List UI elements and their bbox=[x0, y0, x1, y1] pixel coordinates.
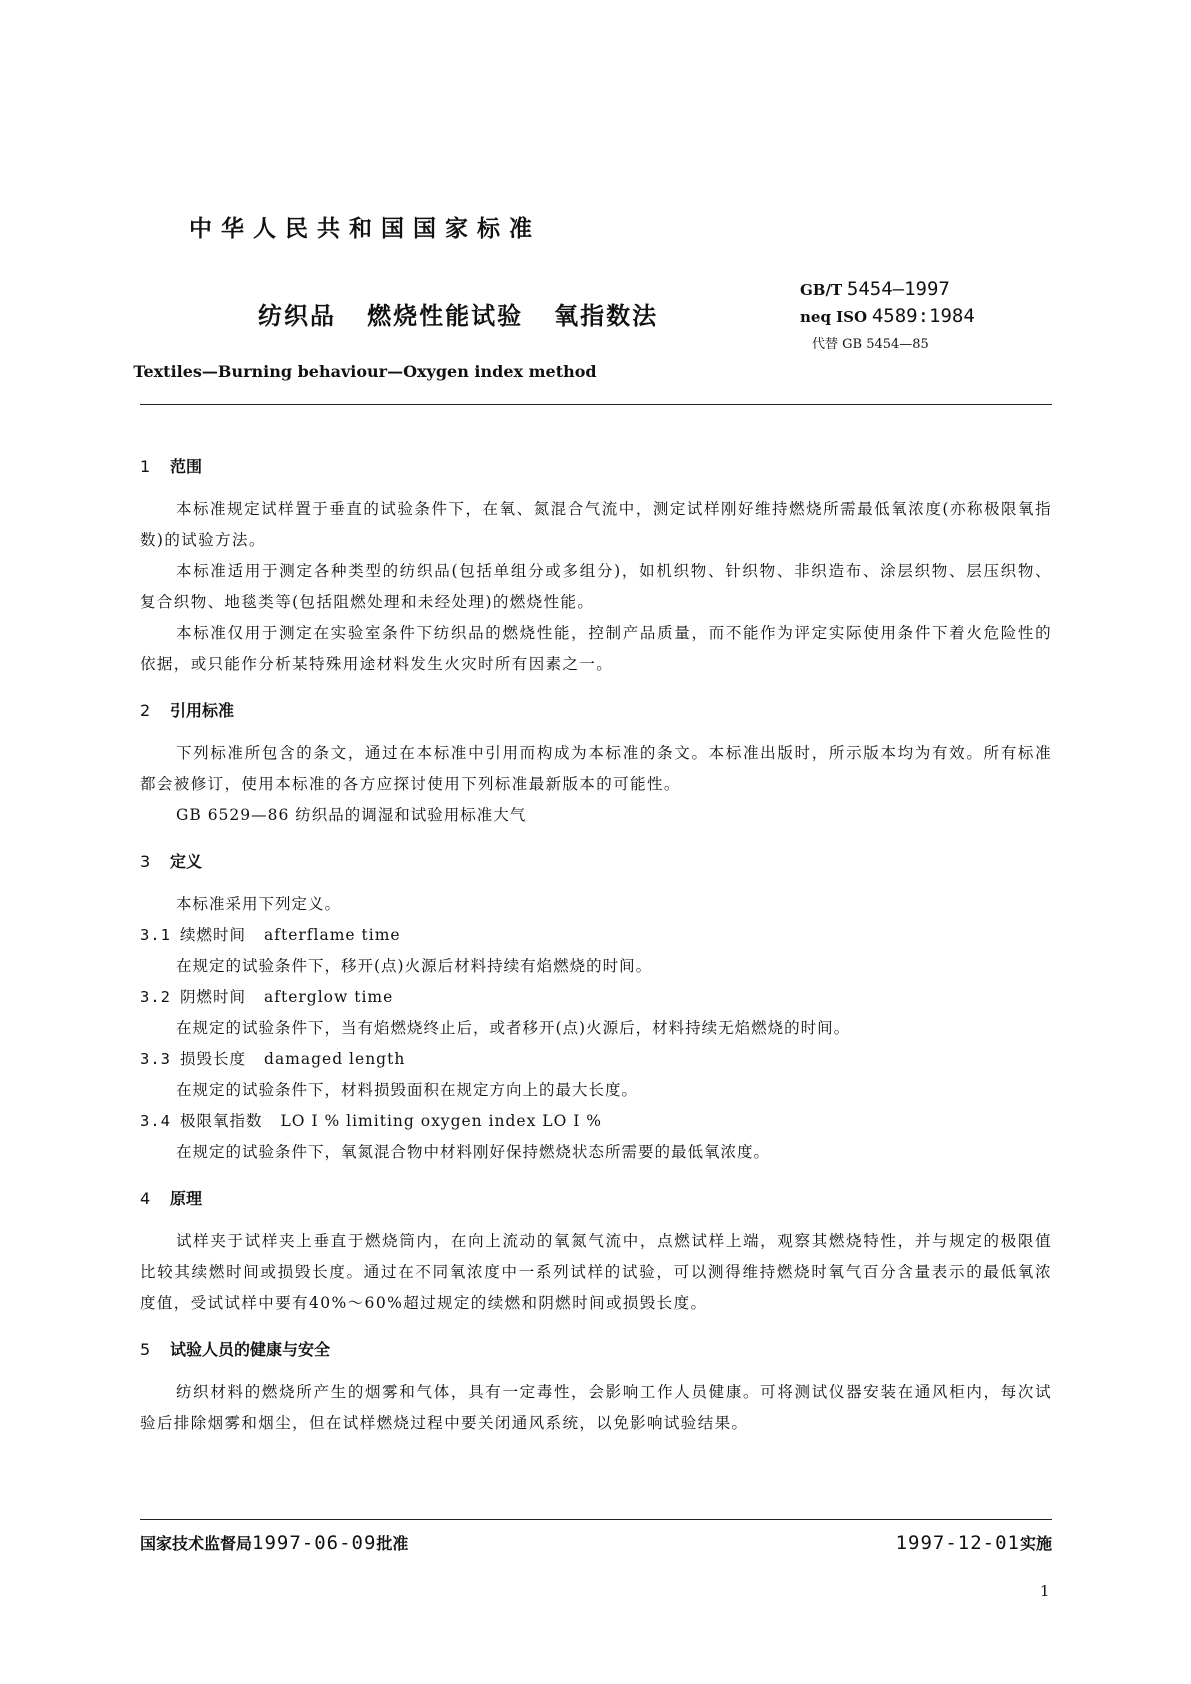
definition-number: 3.4 bbox=[140, 1112, 171, 1130]
definition-number: 3.1 bbox=[140, 926, 171, 944]
standard-number bbox=[800, 276, 975, 303]
definition-term: 损毁长度 bbox=[180, 1050, 247, 1068]
section-number: 3 bbox=[140, 852, 151, 871]
definition-3-2-body: 在规定的试验条件下，当有焰燃烧终止后，或者移开(点)火源后，材料持续无焰燃烧的时间。 bbox=[176, 1019, 851, 1037]
definition-3-4-body: 在规定的试验条件下，氧氮混合物中材料刚好保持燃烧状态所需要的最低氧浓度。 bbox=[176, 1143, 771, 1161]
section-1-paragraph-1: 本标准规定试样置于垂直的试验条件下，在氧、氮混合气流中，测定试样刚好维持燃烧所需最低氧浓度(亦称极限氧指数)的试验方法。 bbox=[140, 500, 1052, 549]
section-2-heading bbox=[140, 696, 1052, 726]
section-4-heading bbox=[140, 1184, 1052, 1214]
definition-3-2 bbox=[140, 982, 1052, 1013]
definition-3-1-body: 在规定的试验条件下，移开(点)火源后材料持续有焰燃烧的时间。 bbox=[176, 957, 653, 975]
section-title: 引用标准 bbox=[170, 701, 235, 720]
definition-term-en: afterflame time bbox=[264, 926, 401, 944]
definition-3-1 bbox=[140, 920, 1052, 951]
definition-term: 极限氧指数 bbox=[180, 1112, 263, 1130]
document-body bbox=[140, 452, 1052, 1439]
approval-line bbox=[140, 1531, 408, 1554]
section-title: 原理 bbox=[170, 1189, 203, 1208]
section-1-paragraph-3: 本标准仅用于测定在实验室条件下纺织品的燃烧性能，控制产品质量，而不能作为评定实际使用条件下着火危险性的依据，或只能作分析某特殊用途材料发生火灾时所有因素之一。 bbox=[140, 624, 1052, 673]
approving-authority: 国家技术监督局 bbox=[140, 1534, 253, 1553]
effective-label: 实施 bbox=[1019, 1534, 1052, 1553]
section-2-paragraph-1: 下列标准所包含的条文，通过在本标准中引用而构成为本标准的条文。本标准出版时，所示版本均为有效。所有标准都会被修订，使用本标准的各方应探讨使用下列标准最新版本的可能性。 bbox=[140, 744, 1052, 793]
approval-date: 1997-06-09 bbox=[252, 1532, 377, 1554]
standard-code-number: 5454—1997 bbox=[846, 278, 950, 300]
section-3-heading bbox=[140, 847, 1052, 877]
approval-label: 批准 bbox=[376, 1534, 409, 1553]
section-number: 1 bbox=[140, 457, 151, 476]
definition-term: 阴燃时间 bbox=[180, 988, 247, 1006]
definition-3-3-body: 在规定的试验条件下，材料损毁面积在规定方向上的最大长度。 bbox=[176, 1081, 639, 1099]
standard-codes bbox=[800, 276, 975, 358]
definition-term-en: LO I % limiting oxygen index LO I % bbox=[280, 1112, 602, 1130]
header-divider bbox=[140, 404, 1052, 405]
section-title: 试验人员的健康与安全 bbox=[170, 1340, 331, 1359]
document-title-cn: 纺织品 燃烧性能试验 氧指数法 bbox=[258, 302, 659, 330]
section-5-heading bbox=[140, 1335, 1052, 1365]
section-title: 定义 bbox=[170, 852, 203, 871]
section-number: 4 bbox=[140, 1189, 151, 1208]
section-3-intro: 本标准采用下列定义。 bbox=[176, 895, 342, 913]
section-number: 5 bbox=[140, 1340, 151, 1359]
definition-term: 续燃时间 bbox=[180, 926, 247, 944]
section-number: 2 bbox=[140, 701, 151, 720]
neq-prefix: neq ISO bbox=[800, 308, 868, 326]
footer-divider bbox=[140, 1519, 1052, 1520]
section-1-paragraph-2: 本标准适用于测定各种类型的纺织品(包括单组分或多组分)，如机织物、针织物、非织造布、涂层织物、层压织物、复合织物、地毯类等(包括阻燃处理和未经处理)的燃烧性能。 bbox=[140, 562, 1052, 611]
definition-3-3 bbox=[140, 1044, 1052, 1075]
section-1-heading bbox=[140, 452, 1052, 482]
page-number: 1 bbox=[1040, 1582, 1050, 1600]
effective-date: 1997-12-01 bbox=[895, 1532, 1020, 1554]
definition-number: 3.3 bbox=[140, 1050, 171, 1068]
section-title: 范围 bbox=[170, 457, 203, 476]
equivalent-standard bbox=[800, 303, 975, 330]
standard-code-prefix: GB/T bbox=[800, 281, 843, 299]
definition-term-en: damaged length bbox=[264, 1050, 406, 1068]
definition-term-en: afterglow time bbox=[264, 988, 394, 1006]
definition-3-4 bbox=[140, 1106, 1052, 1137]
normative-reference: GB 6529—86 纺织品的调湿和试验用标准大气 bbox=[176, 806, 527, 824]
section-5-paragraph-1: 纺织材料的燃烧所产生的烟雾和气体，具有一定毒性，会影响工作人员健康。可将测试仪器安装在通风柜内，每次试验后排除烟雾和烟尘，但在试样燃烧过程中要关闭通风系统，以免影响试验结果。 bbox=[140, 1383, 1052, 1432]
neq-number: 4589:1984 bbox=[871, 305, 975, 327]
effective-line bbox=[896, 1531, 1052, 1554]
standard-heading: 中华人民共和国国家标准 bbox=[189, 216, 541, 242]
definition-number: 3.2 bbox=[140, 988, 171, 1006]
section-4-paragraph-1: 试样夹于试样夹上垂直于燃烧筒内，在向上流动的氧氮气流中，点燃试样上端，观察其燃烧特性，并与规定的极限值比较其续燃时间或损毁长度。通过在不同氧浓度中一系列试样的试验，可以测得维持燃烧时氧气百分含量表示的最低氧浓度值，受试试样中要有40%～60%超过规定的续燃和阴燃时间或损毁长度。 bbox=[140, 1232, 1052, 1312]
replaces-standard: 代替 GB 5454—85 bbox=[812, 337, 929, 352]
document-title-en: Textiles—Burning behaviour—Oxygen index method bbox=[133, 362, 597, 381]
